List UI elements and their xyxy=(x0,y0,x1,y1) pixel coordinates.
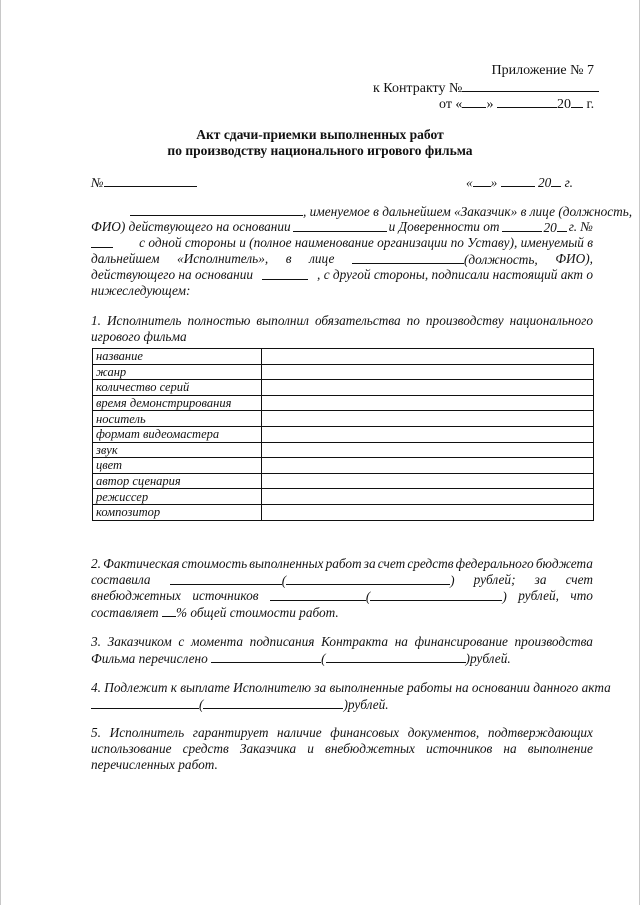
p1-text: выполнил xyxy=(256,313,309,328)
spec-label-cell: композитор xyxy=(93,504,262,520)
p3-text: 3. xyxy=(91,634,101,649)
intro-text: (должность, xyxy=(463,252,538,267)
p5-text: наличие xyxy=(277,725,322,740)
p5-text: Заказчика xyxy=(239,741,297,756)
contract-date-line xyxy=(439,95,594,113)
p2-line-2 xyxy=(91,572,593,589)
p2-line-4 xyxy=(91,604,339,621)
p5-text: подтверждающих xyxy=(487,725,593,740)
doc-title-line1: Акт сдачи-приемки выполненных работ xyxy=(196,127,444,142)
act-day-blank xyxy=(473,174,491,187)
p2-text: Фактическая xyxy=(103,556,180,571)
table-row xyxy=(93,473,594,489)
intro-line-2 xyxy=(91,219,593,236)
date-from: от « xyxy=(439,97,463,112)
p2-text: счет xyxy=(565,572,593,587)
table-row xyxy=(93,380,594,396)
transferred-sum-blank xyxy=(211,650,321,663)
table-row xyxy=(93,411,594,427)
intro-text: ФИО), xyxy=(555,251,593,266)
basis-blank xyxy=(293,219,387,232)
p4-text: ( xyxy=(199,697,204,712)
intro-text: дальнейшем xyxy=(91,251,160,266)
payable-words-blank xyxy=(203,696,343,709)
p3-text: Фильма перечислено xyxy=(91,651,208,666)
p3-text: подписания xyxy=(249,634,315,649)
power-number-blank xyxy=(91,235,113,248)
p3-line-1 xyxy=(91,634,593,650)
p2-text: за xyxy=(534,572,547,587)
p3-text: момента xyxy=(190,634,244,649)
table-row xyxy=(93,504,594,520)
spec-value-cell xyxy=(262,395,594,411)
spec-value-cell xyxy=(262,349,594,365)
spec-label-cell: жанр xyxy=(93,364,262,380)
table-row xyxy=(93,349,594,365)
spec-label-cell: количество серий xyxy=(93,380,262,396)
percent-blank xyxy=(162,604,176,617)
act-number xyxy=(91,174,197,191)
p5-text: документов, xyxy=(407,725,480,740)
p1-line-1 xyxy=(91,313,593,329)
spec-value-cell xyxy=(262,380,594,396)
p3-text: ( xyxy=(321,651,326,666)
p1-text: по xyxy=(406,313,420,328)
intro-text: г. № xyxy=(568,219,593,234)
power-year-blank xyxy=(557,219,567,232)
intro-line-5 xyxy=(91,267,593,283)
act-year-blank xyxy=(551,174,561,187)
act-number-sign: № xyxy=(91,175,104,190)
p2-text: рублей; xyxy=(473,572,516,587)
p2-text: федерального xyxy=(455,556,534,571)
p3-text: производства xyxy=(514,634,593,649)
p5-text: гарантирует xyxy=(192,725,269,740)
p2-text: бюджета xyxy=(535,556,593,571)
act-date-g: г. xyxy=(564,175,573,190)
p2-text: что xyxy=(570,588,593,603)
p5-text: и xyxy=(307,741,314,756)
p2-text: рублей, xyxy=(518,588,559,603)
p3-line-2 xyxy=(91,650,511,667)
table-row xyxy=(93,458,594,474)
p1-text: полностью xyxy=(187,313,251,328)
p5-text: Исполнитель xyxy=(109,725,185,740)
p1-text: Исполнитель xyxy=(106,313,182,328)
intro-text: , именуемое в дальнейшем «Заказчик» в лице (должность, xyxy=(303,204,633,219)
p3-text: Заказчиком xyxy=(107,634,172,649)
p2-text: за xyxy=(363,556,376,571)
p2-text: ) xyxy=(450,573,455,588)
executor-basis-blank xyxy=(262,267,308,280)
spec-value-cell xyxy=(262,364,594,380)
p2-text: счет xyxy=(377,556,406,571)
contract-number-blank xyxy=(462,79,599,92)
budget-sum-blank xyxy=(170,572,282,585)
p2-text: % общей стоимости работ. xyxy=(175,605,339,620)
customer-name-blank xyxy=(130,203,303,216)
p5-line-1 xyxy=(91,725,593,741)
payable-sum-blank xyxy=(91,696,199,709)
spec-label-cell: режиссер xyxy=(93,489,262,505)
contract-prefix: к Контракту № xyxy=(373,81,463,96)
act-date xyxy=(466,174,573,191)
intro-text: лице xyxy=(309,251,335,266)
p2-text: ( xyxy=(365,589,371,604)
intro-line-6: нижеследующем: xyxy=(91,283,191,298)
spec-value-cell xyxy=(262,426,594,442)
act-date-year: 20 xyxy=(537,175,552,190)
intro-line-3 xyxy=(91,235,593,251)
p2-text: средств xyxy=(407,556,454,571)
act-date-qclose: » xyxy=(490,175,498,190)
intro-text: действующего на основании xyxy=(91,267,254,282)
intro-line-1 xyxy=(91,203,632,220)
p1-line-2: игрового фильма xyxy=(91,329,187,344)
spec-value-cell xyxy=(262,442,594,458)
p5-line-3: перечисленных работ. xyxy=(91,757,218,772)
p2-line-1 xyxy=(91,556,593,572)
spec-value-cell xyxy=(262,489,594,505)
p2-text: ) xyxy=(502,589,507,604)
p5-text: использование xyxy=(91,741,172,756)
p1-text: национального xyxy=(509,313,593,328)
spec-label-cell: звук xyxy=(93,442,262,458)
p3-text: Контракта xyxy=(321,634,389,649)
intro-text: и Доверенности от xyxy=(388,219,500,234)
executor-rep-blank xyxy=(352,251,464,264)
spec-value-cell xyxy=(262,458,594,474)
p2-text: источников xyxy=(192,588,259,603)
p5-line-2 xyxy=(91,741,593,757)
intro-line-4 xyxy=(91,251,593,268)
appendix-label: Приложение № 7 xyxy=(491,63,594,78)
table-row xyxy=(93,442,594,458)
act-date-qopen: « xyxy=(466,175,473,190)
p3-text: финансирование xyxy=(414,634,508,649)
intro-text: «Исполнитель», xyxy=(177,251,269,266)
spec-label-cell: время демонстрирования xyxy=(93,395,262,411)
spec-label-cell: цвет xyxy=(93,458,262,474)
p2-text: составляет xyxy=(91,605,159,620)
transferred-words-blank xyxy=(326,650,466,663)
p4-line-2 xyxy=(91,696,389,713)
table-row xyxy=(93,395,594,411)
intro-text: ФИО) действующего на основании xyxy=(91,219,291,234)
p2-text: внебюджетных xyxy=(91,588,181,603)
film-spec-table xyxy=(92,348,594,521)
date-g: г. xyxy=(586,97,595,112)
p5-text: финансовых xyxy=(330,725,400,740)
spec-label-cell: носитель xyxy=(93,411,262,427)
p5-text: внебюджетных xyxy=(325,741,415,756)
act-number-blank xyxy=(104,174,197,187)
spec-label-cell: формат видеомастера xyxy=(93,426,262,442)
date-month-blank xyxy=(497,95,557,108)
p5-text: 5. xyxy=(91,725,101,740)
p5-text: выполнение xyxy=(527,741,593,756)
date-year: 20 xyxy=(556,97,571,112)
p3-text: )рублей. xyxy=(465,651,511,666)
p1-text: 1. xyxy=(91,313,101,328)
intro-text: , с другой стороны, подписали настоящий акт о xyxy=(317,267,593,282)
p5-text: источников xyxy=(426,741,493,756)
p2-text: работ xyxy=(325,556,362,571)
p2-text: выполненных xyxy=(249,556,324,571)
act-month-blank xyxy=(501,174,535,187)
date-day-blank xyxy=(462,95,486,108)
extra-sum-words-blank xyxy=(370,588,502,601)
intro-text: 20 xyxy=(543,220,557,235)
intro-text: с одной стороны и (полное наименование организации по Уставу), именуемый в xyxy=(139,235,593,250)
p1-text: обязательства xyxy=(314,313,401,328)
p4-text: )рублей. xyxy=(343,697,389,712)
spec-value-cell xyxy=(262,504,594,520)
p2-text: стоимость xyxy=(181,556,248,571)
spec-value-cell xyxy=(262,411,594,427)
power-date-blank xyxy=(502,219,542,232)
p2-line-3 xyxy=(91,588,593,605)
p3-text: с xyxy=(178,634,185,649)
doc-title-line2: по производству национального игрового фильма xyxy=(167,143,473,158)
budget-sum-words-blank xyxy=(286,572,450,585)
table-row xyxy=(93,489,594,505)
intro-text: в xyxy=(285,251,292,266)
p1-text: производству xyxy=(425,313,504,328)
table-row xyxy=(93,364,594,380)
p3-text: на xyxy=(394,634,408,649)
table-row xyxy=(93,426,594,442)
spec-value-cell xyxy=(262,473,594,489)
date-year-blank xyxy=(571,95,583,108)
p2-text: ( xyxy=(281,573,287,588)
spec-label-cell: автор сценария xyxy=(93,473,262,489)
p5-text: средств xyxy=(182,741,229,756)
date-quote: » xyxy=(486,97,494,112)
p2-text: 2. xyxy=(91,556,101,571)
p4-line-1: 4. Подлежит к выплате Исполнителю за выполненные работы на основании данного акта xyxy=(91,680,611,695)
p2-text: составила xyxy=(91,572,151,587)
extra-sum-blank xyxy=(270,588,366,601)
spec-label-cell: название xyxy=(93,349,262,365)
p5-text: на xyxy=(503,741,517,756)
